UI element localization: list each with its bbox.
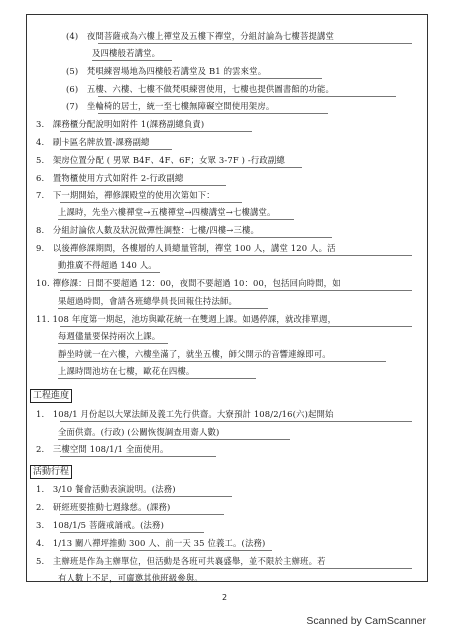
underline [60, 185, 226, 186]
item-4-line-1: (4) 夜間菩薩戒為六樓上禪堂及五樓下禪堂，分組討論為七樓菩提講堂 [66, 31, 335, 41]
underline [60, 550, 272, 551]
underline [60, 167, 302, 168]
underline [92, 60, 172, 61]
activity-item-5-line-1: 5. 主辦班是作為主辦單位，但活動是各班可共襄盛舉，並不限於主辦班。若 [36, 556, 326, 566]
underline [58, 439, 290, 440]
underline [60, 532, 204, 533]
activity-item-2: 2. 研經班要推動七週緣慈。(課務) [36, 502, 171, 512]
underline [58, 219, 294, 220]
underline [60, 290, 412, 291]
item-9-line-1: 9. 以後禪修課期間，各樓層的人員總量管制，禪堂 100 人，講堂 120 人。活 [36, 243, 336, 253]
item-5-main: 5. 架房位置分配 ( 男眾 B4F、4F、6F；女眾 3-7F ) -行政副總 [36, 155, 285, 165]
underline [60, 131, 252, 132]
underline [58, 361, 386, 362]
underline [60, 202, 242, 203]
underline [60, 496, 232, 497]
underline [58, 272, 160, 273]
activity-item-1: 1. 3/10 餐會活動表演說明。(法務) [36, 484, 176, 494]
item-4: 4. 刷卡區名牌放置-課務副總 [36, 137, 150, 147]
underline [60, 237, 332, 238]
progress-item-2: 2. 三樓空間 108/1/1 全面使用。 [36, 444, 169, 454]
underline [60, 149, 172, 150]
progress-item-1-line-1: 1. 108/1 月份起以大眾法師及義工先行供齋。大寮預計 108/2/16(六)起開始 [36, 409, 334, 419]
item-11-line-2: 每週儘量要保持兩次上課。 [58, 331, 161, 341]
underline [60, 514, 224, 515]
section-activities-heading: 活動行程 [30, 465, 72, 479]
item-7-detail: 上課時，先坐六樓禪堂→五樓禪堂→四樓講堂→七樓講堂。 [58, 207, 276, 217]
progress-item-1-line-2: 全面供齋。(行政) (公關恢復調查用齋人數) [58, 427, 220, 437]
underline [98, 43, 412, 44]
underline [98, 78, 322, 79]
item-4-line-2: 及四樓般若講堂。 [92, 48, 161, 58]
activity-item-5-line-2: 有人數上不足，可廣邀其他班級參與。 [58, 573, 203, 583]
item-7-main: 7. 下一期開始，禪修課殿堂的使用次第如下： [36, 190, 215, 200]
underline [58, 378, 256, 379]
item-6-main: 6. 置物櫃使用方式如附件 2-行政副總 [36, 173, 184, 183]
item-6: (6) 五樓、六樓、七樓不做梵唄練習使用，七樓也提供圖書館的功能。 [66, 84, 335, 94]
underline [98, 113, 328, 114]
underline [98, 96, 396, 97]
underline [60, 421, 412, 422]
page-number: 2 [222, 593, 228, 602]
underline [60, 255, 412, 256]
item-11-line-4: 上課時間池坊在七樓，歐花在四樓。 [58, 366, 195, 376]
section-progress-heading: 工程進度 [30, 389, 72, 403]
item-11-line-3: 靜坐時就一在六樓，六樓坐滿了，就坐五樓，師父開示的音響連線即可。 [58, 349, 331, 359]
activity-item-3: 3. 108/1/5 菩薩戒誦戒。(法務) [36, 520, 164, 530]
underline [60, 456, 216, 457]
underline [58, 343, 168, 344]
item-5: (5) 梵唄練習場地為四樓般若講堂及 B1 的雲來堂。 [66, 66, 267, 76]
underline [60, 568, 412, 569]
item-10-line-2: 果超過時間，會請各班總學員長回報住持法師。 [58, 296, 238, 306]
underline [58, 308, 268, 309]
item-10-line-1: 10. 禪修課：日間不要超過 12：00，夜間不要超過 10：00，包括回向時間，如 [36, 278, 341, 288]
item-8: 8. 分組討論依人數及狀況做彈性調整：七樓/四樓→三樓。 [36, 225, 260, 235]
activity-item-4: 4. 1/13 關八禪坪推動 300 人、前一天 35 位義工。(法務) [36, 538, 266, 548]
scanner-watermark: Scanned by CamScanner [306, 615, 426, 627]
item-3: 3. 課務櫃分配說明如附件 1(課務副總負責) [36, 119, 205, 129]
item-9-line-2: 動推廣不得超過 140 人。 [58, 260, 157, 270]
item-7: (7) 坐輪椅的居士，統一至七樓無障礙空間使用架房。 [66, 101, 275, 111]
underline [60, 326, 412, 327]
item-11-line-1: 11. 108 年度第一期起，池坊與歐花統一在雙週上課。如遇停課，就改排單週， [36, 314, 337, 324]
